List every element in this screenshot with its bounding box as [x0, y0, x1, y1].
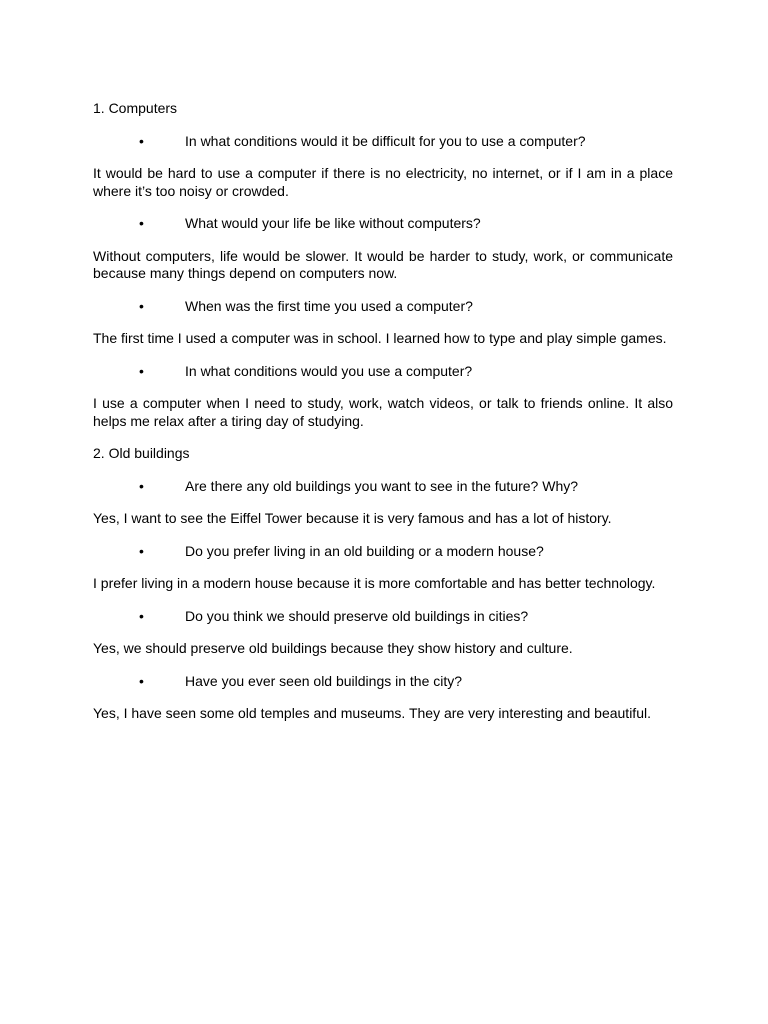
question-item: [93, 133, 673, 151]
question-item: [93, 673, 673, 691]
question-text: Do you prefer living in an old building or a modern house?: [185, 542, 544, 559]
answer-text: Yes, I want to see the Eiffel Tower because it is very famous and has a lot of history.: [93, 510, 612, 526]
question-text: Have you ever seen old buildings in the city?: [185, 672, 463, 689]
bullet-icon: •: [139, 607, 144, 624]
answer-text: Yes, I have seen some old temples and museums. They are very interesting and beautiful.: [93, 705, 651, 721]
bullet-icon: •: [139, 542, 144, 559]
section-heading-old-buildings: 2. Old buildings: [93, 445, 190, 461]
answer-text: Without computers, life would be slower. It would be harder to study, work, or communicate because many things depend on computers now.: [93, 247, 673, 281]
question-text: In what conditions would you use a computer?: [185, 362, 473, 379]
bullet-icon: •: [139, 362, 144, 379]
question-item: [93, 298, 673, 316]
answer-text: It would be hard to use a computer if there is no electricity, no internet, or if I am in a place where it’s too noisy or crowded.: [93, 165, 673, 199]
document-body: [93, 100, 673, 723]
question-item: [93, 543, 673, 561]
question-text: In what conditions would it be difficult for you to use a computer?: [185, 132, 586, 149]
bullet-icon: •: [139, 132, 144, 149]
question-text: When was the first time you used a computer?: [185, 297, 473, 314]
bullet-icon: •: [139, 297, 144, 314]
question-item: [93, 478, 673, 496]
question-text: What would your life be like without computers?: [185, 215, 481, 231]
answer-text: I use a computer when I need to study, work, watch videos, or talk to friends online. It also helps me relax after a tiring day of studying.: [93, 395, 673, 429]
section-heading-computers: 1. Computers: [93, 100, 178, 116]
question-text: Are there any old buildings you want to see in the future? Why?: [185, 477, 579, 494]
answer-text: I prefer living in a modern house because it is more comfortable and has better technology.: [93, 575, 656, 591]
question-item: [93, 363, 673, 381]
question-text: Do you think we should preserve old buildings in cities?: [185, 607, 529, 624]
bullet-icon: •: [139, 215, 144, 231]
bullet-icon: •: [139, 672, 144, 689]
answer-text: Yes, we should preserve old buildings because they show history and culture.: [93, 640, 573, 656]
question-item: [93, 215, 673, 233]
bullet-icon: •: [139, 477, 144, 494]
answer-text: The first time I used a computer was in school. I learned how to type and play simple games.: [93, 330, 667, 346]
question-item: [93, 608, 673, 626]
